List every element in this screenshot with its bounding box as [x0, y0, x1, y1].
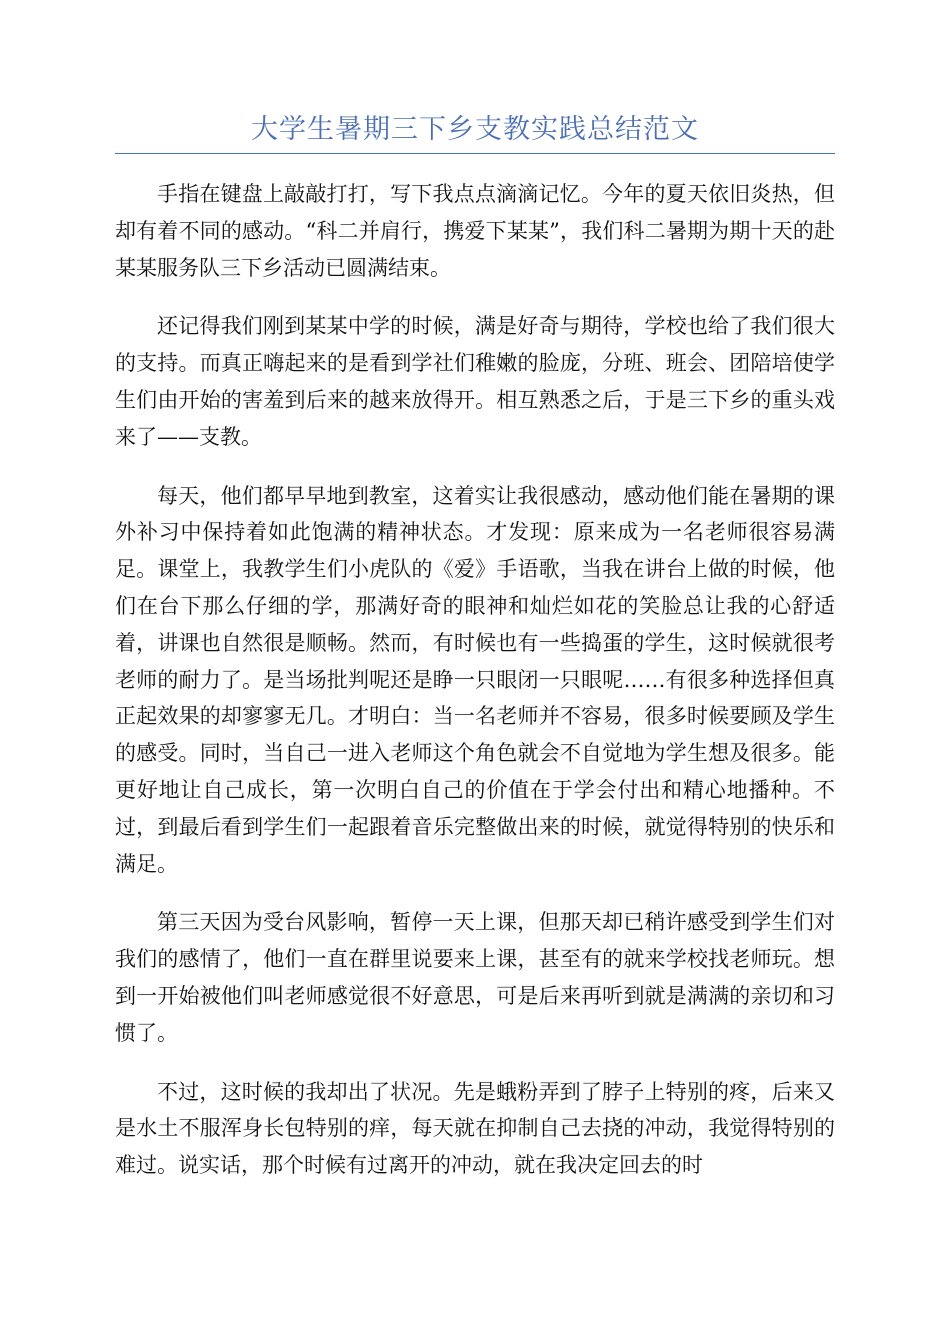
paragraph-5: 不过，这时候的我却出了状况。先是蛾粉弄到了脖子上特别的疼，后来又是水土不服浑身长包特别的痒，每天就在抑制自己去挠的冲动，我觉得特别的难过。说实话，那个时候有过离开的冲动，就在我决定回去的时	[115, 1079, 835, 1178]
title-underline	[115, 153, 835, 154]
paragraph-4: 第三天因为受台风影响，暂停一天上课，但那天却已稍许感受到学生们对我们的感情了，他们一直在群里说要来上课，甚至有的就来学校找老师玩。想到一开始被他们叫老师感觉很不好意思，可是后来再听到就是满满的亲切和习惯了。	[115, 910, 835, 1045]
document-body	[115, 176, 835, 1206]
paragraph-1: 手指在键盘上敲敲打打，写下我点点滴滴记忆。今年的夏天依旧炎热，但却有着不同的感动。“科二并肩行，携爱下某某”，我们科二暑期为期十天的赴某某服务队三下乡活动已圆满结束。	[115, 182, 835, 280]
paragraph-3: 每天，他们都早早地到教室，这着实让我很感动，感动他们能在暑期的课外补习中保持着如此饱满的精神状态。才发现：原来成为一名老师很容易满足。课堂上，我教学生们小虎队的《爱》手语歌，当我在讲台上做的时候，他们在台下那么仔细的学，那满好奇的眼神和灿烂如花的笑脸总让我的心舒适着，讲课也自然很是顺畅。然而，有时候也有一些捣蛋的学生，这时候就很考老师的耐力了。是当场批判呢还是睁一只眼闭一只眼呢……有很多种选择但真正起效果的却寥寥无几。才明白：当一名老师并不容易，很多时候要顾及学生的感受。同时，当自己一进入老师这个角色就会不自觉地为学生想及很多。能更好地让自己成长，第一次明白自己的价值在于学会付出和精心地播种。不过，到最后看到学生们一起跟着音乐完整做出来的时候，就觉得特别的快乐和满足。	[115, 483, 835, 876]
document-title: 大学生暑期三下乡支教实践总结范文	[251, 114, 699, 145]
paragraph-2: 还记得我们刚到某某中学的时候，满是好奇与期待，学校也给了我们很大的支持。而真正嗨起来的是看到学社们稚嫩的脸庞，分班、班会、团陪培使学生们由开始的害羞到后来的越来放得开。相互熟悉之后，于是三下乡的重头戏来了——支教。	[115, 314, 835, 449]
